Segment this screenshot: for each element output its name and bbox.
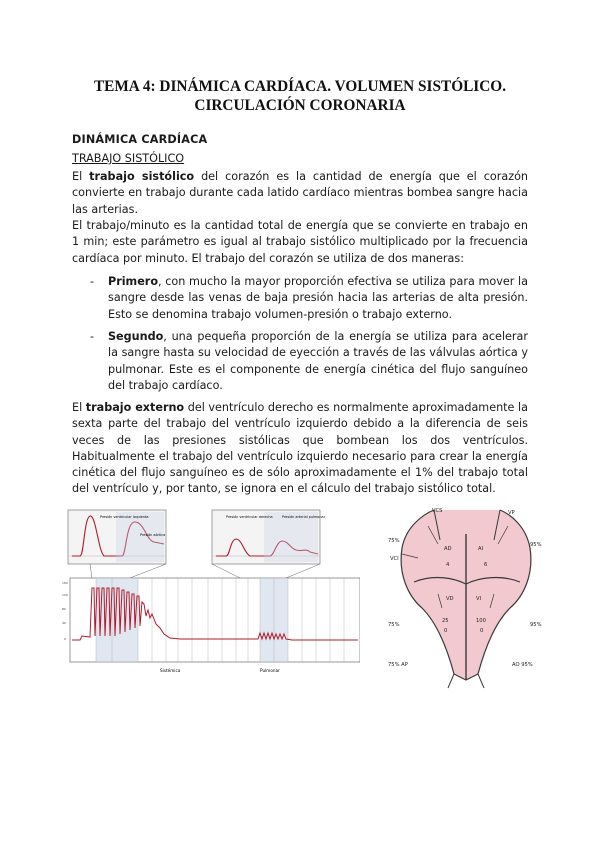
sub-heading: TRABAJO SISTÓLICO	[72, 152, 185, 165]
pressure-tracing-figure	[60, 506, 360, 678]
label-ai: AI	[478, 546, 484, 552]
svg-text:0: 0	[64, 637, 66, 641]
p3-post: del ventrículo derecho es normalmente aproximadamente la sexta parte del trabajo del ventrículo izquierdo debido a la diferencia de seis veces de las presiones sistólicas que bombean los dos ventrículos. Habitualmente el trabajo del ventrículo izquierdo necesario para crear la energía cinética del flujo sanguíneo es de sólo aproximadamente el 1% del trabajo total del ventrículo y, por tanto, se ignora en el cálculo del trabajo sistólico total.	[72, 401, 528, 496]
label-vci: VCI	[390, 556, 399, 562]
bullet-2-text: , una pequeña proporción de la energía se utiliza para acelerar la sangre hasta su velocidad de eyección a través de las válvulas aórtica y pulmonar. Este es el componente de energía cinética del flujo sanguíneo del trabajo cardíaco.	[108, 330, 528, 392]
label-ai-value: 6	[484, 562, 488, 568]
paragraph-3	[72, 400, 528, 498]
bullet-dash: -	[90, 330, 95, 343]
inset-label-lv: Presión ventricular izquierda	[100, 515, 149, 519]
page-title	[40, 77, 560, 115]
p1-bold-term: trabajo sistólico	[89, 170, 195, 183]
label-vi: VI	[476, 596, 482, 602]
label-vi-value: 100	[476, 618, 486, 624]
label-vd: VD	[446, 596, 454, 602]
main-pressure-chart	[62, 578, 360, 662]
label-pct-95-mid: 95%	[530, 622, 542, 628]
svg-text:120: 120	[62, 593, 68, 597]
region-label-pulmonary: Pulmonar	[260, 668, 280, 673]
p1-post: del corazón es la cantidad de energía que el corazón convierte en trabajo durante cada latido cardíaco mientras bombea sangre hacia las arterias.	[72, 170, 529, 216]
label-pct-75-top: 75%	[388, 538, 400, 544]
p3-pre: El	[72, 401, 86, 414]
label-vi-value-2: 0	[480, 628, 484, 634]
label-ad: AD	[444, 546, 452, 552]
label-pct-ao: AO 95%	[512, 662, 533, 668]
label-pct-75-mid: 75%	[388, 622, 400, 628]
svg-text:160: 160	[62, 581, 68, 585]
region-label-systemic: Sistémica	[160, 668, 181, 673]
label-vd-value: 25	[442, 618, 449, 624]
inset-label-rv: Presión ventricular derecha	[226, 515, 273, 519]
section-heading: DINÁMICA CARDÍACA	[72, 133, 208, 146]
title-line-2: CIRCULACIÓN CORONARIA	[194, 97, 406, 114]
bullet-2-bold: Segundo	[108, 330, 164, 343]
label-pct-ap: 75% AP	[388, 662, 408, 668]
p3-bold-term: trabajo externo	[85, 401, 185, 414]
paragraph-2: El trabajo/minuto es la cantidad total de energía que se convierte en trabajo en 1 min; este parámetro es igual al trabajo sistólico multiplicado por la frecuencia cardíaca por minuto. El trabajo del corazón se utiliza de dos maneras:	[72, 219, 528, 265]
label-vd-value-2: 0	[444, 628, 448, 634]
bullet-1-text: , con mucho la mayor proporción efectiva se utiliza para mover la sangre desde las venas de baja presión hacia las arterias de alta presión. Esto se denomina trabajo volumen-presión o trabajo externo.	[108, 275, 528, 321]
label-ad-value: 4	[446, 562, 450, 568]
svg-text:40: 40	[62, 621, 66, 625]
title-line-1: TEMA 4: DINÁMICA CARDÍACA. VOLUMEN SISTÓLICO.	[93, 78, 507, 95]
heart-chambers-figure	[388, 504, 548, 690]
bullet-dash: -	[90, 275, 95, 288]
paragraph-1	[72, 169, 528, 218]
inset-label-pulmonary: Presión arterial pulmonar	[282, 515, 325, 519]
p1-pre: El	[72, 170, 90, 183]
svg-text:80: 80	[62, 607, 66, 611]
label-pct-95-top: 95%	[530, 542, 542, 548]
bullet-1-bold: Primero	[108, 275, 158, 288]
label-vcs: VCS	[432, 508, 443, 514]
inset-label-aortic: Presión aórtica	[140, 533, 166, 537]
inset-lv-pressure	[68, 510, 166, 564]
label-vp: VP	[508, 510, 515, 516]
inset-rv-pressure	[212, 510, 326, 564]
